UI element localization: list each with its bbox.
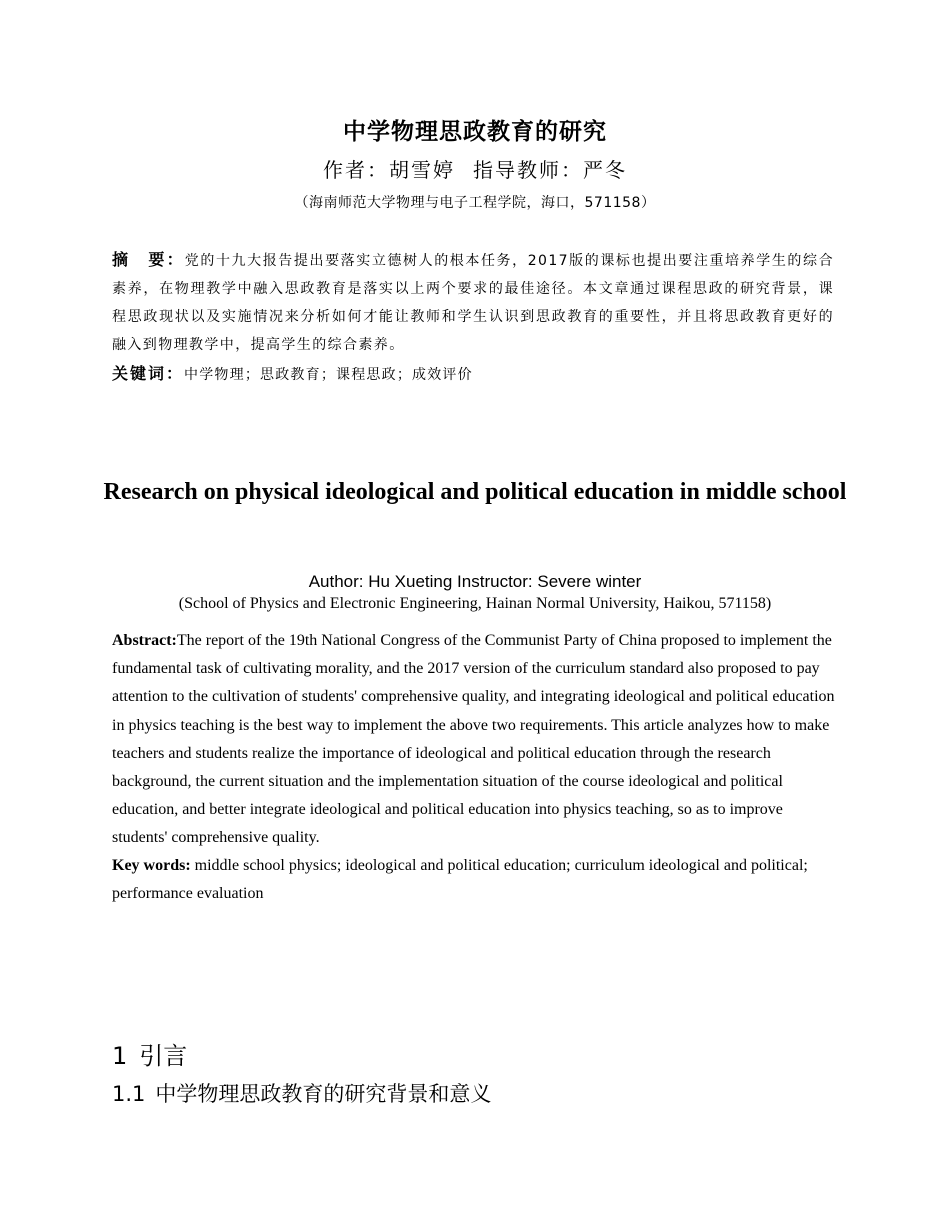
advisor-label: 指导教师：: [473, 158, 583, 182]
english-keywords-text: middle school physics; ideological and political education; curriculum ideological and political; performance evaluation: [112, 857, 808, 903]
chinese-keywords-text: 中学物理；思政教育；课程思政；成效评价: [184, 367, 473, 383]
subsection-number: 1.1: [112, 1082, 146, 1106]
english-keywords-label: Key words:: [112, 857, 191, 874]
english-abstract-label: Abstract:: [112, 632, 177, 649]
chinese-abstract: [112, 246, 834, 359]
chinese-author-line: [0, 154, 950, 183]
section-number: 1: [112, 1042, 128, 1070]
english-abstract: [112, 627, 838, 853]
chinese-abstract-text: 党的十九大报告提出要落实立德树人的根本任务，2017版的课标也提出要注重培养学生的综合素养，在物理教学中融入思政教育是落实以上两个要求的最佳途径。本文章通过课程思政的研究背景，课程思政现状以及实施情况来分析如何才能让教师和学生认识到思政教育的重要性，并且将思政教育更好的融入到物理教学中，提高学生的综合素养。: [112, 253, 834, 353]
subsection-heading: [112, 1078, 491, 1108]
chinese-title: 中学物理思政教育的研究: [343, 119, 607, 145]
chinese-keywords-label: 关键词：: [112, 364, 185, 383]
english-author-line: Author: Hu Xueting Instructor: Severe winter: [308, 572, 642, 591]
section-title: 引言: [139, 1042, 188, 1070]
english-title: Research on physical ideological and political education in middle school: [103, 479, 847, 505]
chinese-abstract-label: 摘 要：: [112, 250, 185, 269]
advisor-name: 严冬: [583, 158, 627, 182]
author-name: 胡雪婷: [389, 158, 455, 182]
subsection-title: 中学物理思政教育的研究背景和意义: [155, 1082, 492, 1106]
chinese-keywords: [112, 360, 834, 389]
chinese-affiliation: （海南师范大学物理与电子工程学院，海口，571158）: [294, 195, 656, 211]
author-label: 作者：: [323, 158, 389, 182]
english-keywords: [112, 852, 838, 908]
section-heading: [112, 1036, 187, 1071]
english-abstract-text: The report of the 19th National Congress of the Communist Party of China proposed to implement the fundamental task of cultivating morality, and the 2017 version of the curriculum standard also proposed to pay attention to the cultivation of students' comprehensive quality, and integrating ideological and political education in physics teaching is the best way to implement the above two requirements. This article analyzes how to make teachers and students realize the importance of ideological and political education through the research background, the current situation and the implementation situation of the course ideological and political education, and better integrate ideological and political education into physics teaching, so as to improve students' comprehensive quality.: [112, 632, 835, 847]
english-affiliation: (School of Physics and Electronic Engineering, Hainan Normal University, Haikou, 571158): [178, 595, 772, 612]
